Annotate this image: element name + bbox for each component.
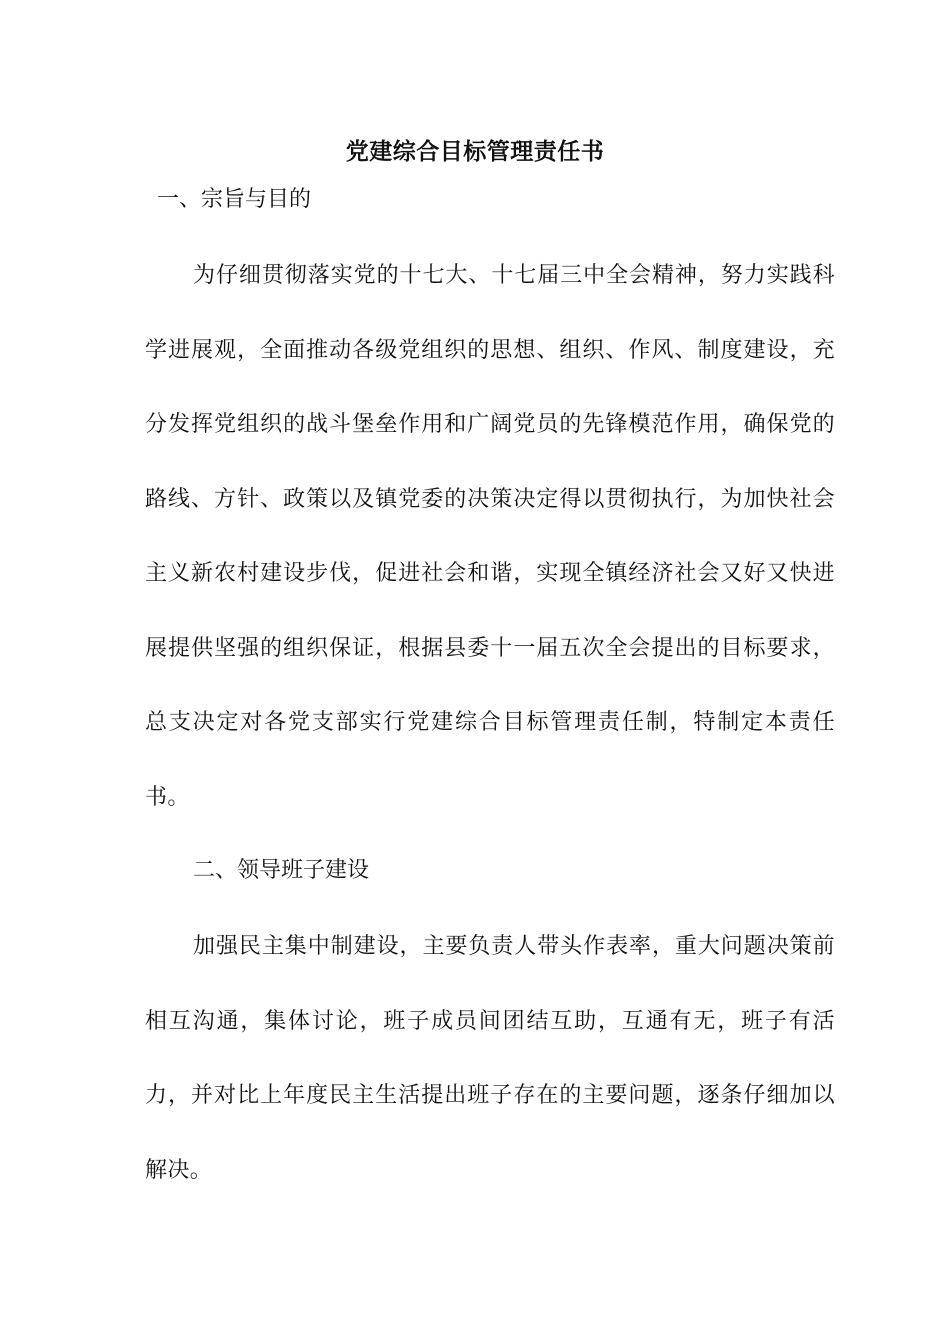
section-heading-purpose: 一、宗旨与目的 — [157, 187, 312, 212]
section-heading-leadership: 二、领导班子建设 — [193, 858, 370, 883]
document-title: 党建综合目标管理责任书 — [345, 138, 605, 165]
section-paragraph-purpose: 为仔细贯彻落实党的十七大、十七届三中全会精神，努力实践科学进展观，全面推动各级党组织的思想、组织、作风、制度建设，充分发挥党组织的战斗堡垒作用和广阔党员的先锋模范作用，确保党的路线、方针、政策以及镇党委的决策决定得以贯彻执行，为加快社会主义新农村建设步伐，促进社会和谐，实现全镇经济社会又好又快进展提供坚强的组织保证，根据县委十一届五次全会提出的目标要求，总支决定对各党支部实行党建综合目标管理责任制，特制定本责任书。 — [145, 263, 835, 810]
section-paragraph-leadership: 加强民主集中制建设，主要负责人带头作表率，重大问题决策前相互沟通，集体讨论，班子成员间团结互助，互通有无，班子有活力，并对比上年度民主生活提出班子存在的主要问题，逐条仔细加以解决。 — [145, 934, 835, 1183]
